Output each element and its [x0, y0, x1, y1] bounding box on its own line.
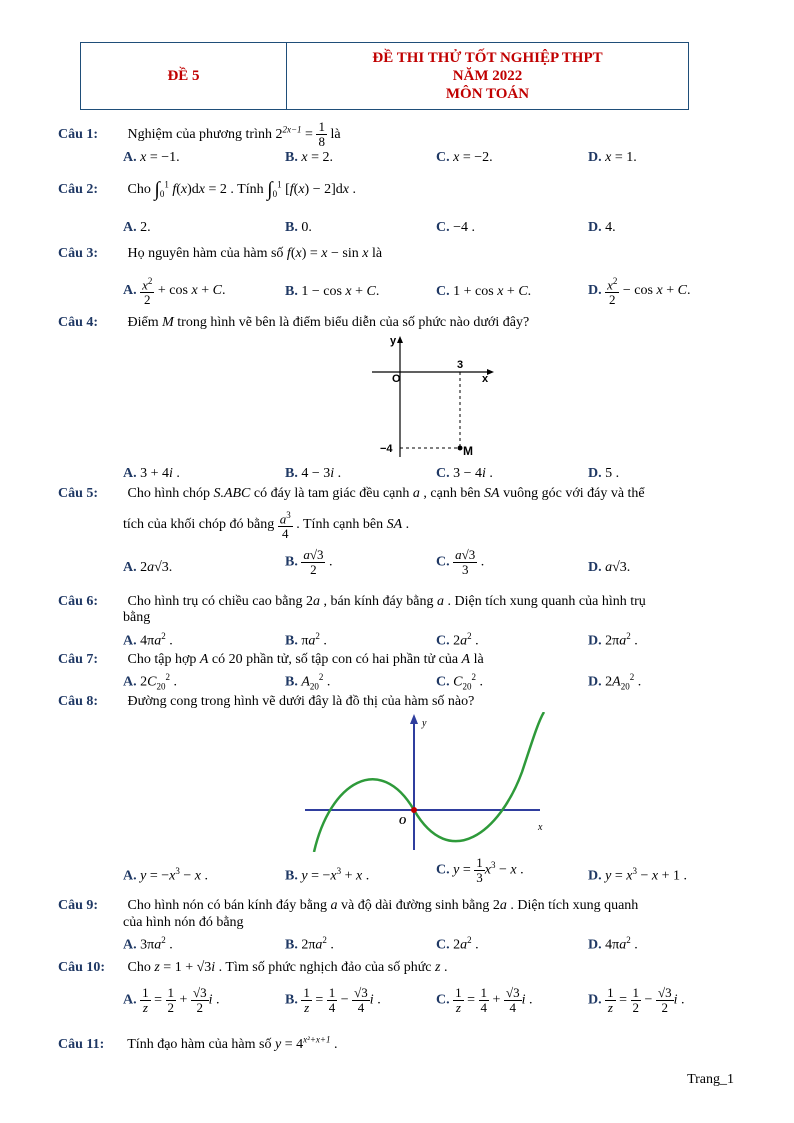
- q6-option-d[interactable]: D. $2\pi a^2$ .: [588, 631, 638, 649]
- question-2: [58, 178, 356, 201]
- y-tick-label: −4: [380, 443, 393, 455]
- q7-option-a[interactable]: A. $2C_{20}^2$ .: [123, 672, 177, 692]
- question-number: Câu 10:: [58, 960, 106, 975]
- q9-option-a[interactable]: A. $3\pi a^2$ .: [123, 935, 173, 953]
- q2-option-d[interactable]: D. 4.: [588, 220, 616, 235]
- origin-label: O: [392, 373, 401, 385]
- exam-header: [80, 42, 689, 110]
- q7-option-b[interactable]: B. $A_{20}^2$ .: [285, 672, 331, 692]
- question-stem: Tính đạo hàm của hàm số $y = 4^{x^2+x+1}$ .: [127, 1034, 338, 1052]
- question-number: Câu 8:: [58, 694, 99, 709]
- q5-option-c[interactable]: C. $\frac{a√3}{3}$ .: [436, 547, 485, 577]
- q6-option-a[interactable]: A. $4\pi a^2$ .: [123, 631, 173, 649]
- question-3: [58, 246, 382, 262]
- question-1: [58, 120, 341, 149]
- x-axis-label: x: [538, 822, 543, 833]
- exam-code: ĐỀ 5: [81, 43, 287, 109]
- exam-title: [287, 43, 688, 109]
- q10-option-d[interactable]: D. $\frac{1}{z}$ = $\frac{1}{2}$ − $\frac{√3}{2}$ i .: [588, 985, 685, 1015]
- question-stem: Họ nguyên hàm của hàm số f(x) = x − sin x là: [127, 246, 383, 261]
- q8-option-b[interactable]: B. $y = -x^3 + x$ .: [285, 866, 370, 884]
- q1-option-a[interactable]: A. x = −1.: [123, 150, 180, 165]
- question-number: Câu 1:: [58, 126, 99, 142]
- question-stem: Cho $\int_0^1$ f(x)dx = 2 . Tính $\int_0^1$ [f(x) − 2]dx .: [127, 178, 356, 200]
- y-axis-arrow-icon: [410, 714, 418, 724]
- question-number: Câu 9:: [58, 898, 99, 913]
- q2-option-c[interactable]: C. −4 .: [436, 220, 476, 235]
- q4-option-c[interactable]: C. 3 − 4i .: [436, 466, 493, 481]
- q4-option-b[interactable]: B. 4 − 3i .: [285, 466, 342, 481]
- question-11: [58, 1034, 337, 1053]
- q10-option-b[interactable]: B. $\frac{1}{z}$ = $\frac{1}{4}$ − $\frac{√3}{4}$ i .: [285, 985, 381, 1015]
- q8-option-d[interactable]: D. $y = x^3 - x + 1$ .: [588, 866, 687, 884]
- y-axis-label: y: [422, 718, 427, 729]
- question-stem-line2: tích của khối chóp đó bằng $\frac{a^3}{4}$ . Tính cạnh bên SA .: [123, 510, 410, 542]
- q5-option-d[interactable]: D. a√3.: [588, 560, 631, 575]
- question-4: [58, 315, 529, 331]
- question-7: [58, 652, 484, 668]
- x-axis-label: x: [482, 373, 489, 385]
- question-stem: Điểm M trong hình vẽ bên là điểm biểu diễn của số phức nào dưới đây?: [127, 315, 530, 330]
- question-number: Câu 5:: [58, 486, 99, 501]
- complex-plane-figure: [360, 332, 500, 462]
- q7-option-c[interactable]: C. $C_{20}^2$ .: [436, 672, 483, 692]
- question-number: Câu 11:: [58, 1036, 105, 1052]
- question-6: [58, 594, 646, 610]
- q5-option-b[interactable]: B. $\frac{a√3}{2}$ .: [285, 547, 333, 577]
- question-stem: Cho hình trụ có chiều cao bằng 2a , bán kính đáy bằng a . Diện tích xung quanh của hình trụ: [127, 594, 646, 609]
- q1-option-b[interactable]: B. x = 2.: [285, 150, 333, 165]
- q10-option-c[interactable]: C. $\frac{1}{z}$ = $\frac{1}{4}$ + $\frac{√3}{4}$ i .: [436, 985, 533, 1015]
- question-number: Câu 3:: [58, 246, 99, 261]
- exam-title-line3: MÔN TOÁN: [445, 86, 530, 102]
- exam-title-line1: ĐỀ THI THỬ TỐT NGHIỆP THPT: [372, 50, 603, 66]
- q4-option-a[interactable]: A. 3 + 4i .: [123, 466, 180, 481]
- origin-label: O: [399, 816, 407, 827]
- q8-option-a[interactable]: A. $y = -x^3 - x$ .: [123, 866, 208, 884]
- q3-option-c[interactable]: C. 1 + cos x + C.: [436, 284, 532, 299]
- page-number: Trang_1: [687, 1072, 734, 1087]
- point-m: [458, 446, 463, 451]
- question-stem: Cho tập hợp A có 20 phần tử, số tập con có hai phần tử của A là: [127, 652, 484, 667]
- q4-option-d[interactable]: D. 5 .: [588, 466, 620, 481]
- q10-option-a[interactable]: A. $\frac{1}{z}$ = $\frac{1}{2}$ + $\frac{√3}{2}$ i .: [123, 985, 220, 1015]
- q2-option-b[interactable]: B. 0.: [285, 220, 312, 235]
- question-number: Câu 2:: [58, 181, 99, 197]
- question-8: [58, 694, 474, 710]
- question-stem-line2: của hình nón đó bằng: [123, 915, 244, 930]
- q5-option-a[interactable]: A. 2a√3.: [123, 560, 173, 575]
- question-stem: Cho hình chóp S.ABC có đáy là tam giác đều cạnh a , cạnh bên SA vuông góc với đáy và thể: [127, 486, 645, 501]
- question-stem: Cho z = 1 + √3i . Tìm số phức nghịch đảo của số phức z .: [127, 960, 448, 975]
- cubic-curve: [314, 712, 544, 852]
- q9-option-b[interactable]: B. $2\pi a^2$ .: [285, 935, 334, 953]
- q8-option-c[interactable]: C. y = $\frac{1}{3}$ $x^3 - x$ .: [436, 855, 524, 885]
- q9-option-d[interactable]: D. $4\pi a^2$ .: [588, 935, 638, 953]
- q9-option-c[interactable]: C. $2a^2$ .: [436, 935, 479, 953]
- q1-option-d[interactable]: D. x = 1.: [588, 150, 637, 165]
- question-number: Câu 6:: [58, 594, 99, 609]
- question-stem: Nghiệm của phương trình $2^{2x-1}$ = $\frac{1}{8}$ là: [127, 119, 341, 149]
- q2-option-a[interactable]: A. 2.: [123, 220, 151, 235]
- question-stem-line2: bằng: [123, 610, 151, 625]
- x-tick-label: 3: [457, 359, 464, 371]
- exam-title-line2: NĂM 2022: [452, 68, 523, 84]
- question-9: [58, 898, 638, 914]
- question-10: [58, 960, 447, 976]
- q3-option-d[interactable]: D. $\frac{x^2}{2}$ − cos x + C.: [588, 276, 691, 308]
- y-axis-label: y: [390, 335, 397, 347]
- y-axis-arrow-icon: [397, 336, 403, 343]
- cubic-graph-figure: [300, 712, 550, 852]
- question-5: [58, 486, 645, 502]
- q1-option-c[interactable]: C. x = −2.: [436, 150, 493, 165]
- q6-option-b[interactable]: B. $\pi a^2$ .: [285, 631, 327, 649]
- origin-point: [411, 807, 417, 813]
- question-number: Câu 7:: [58, 652, 99, 667]
- q6-option-c[interactable]: C. $2a^2$ .: [436, 631, 479, 649]
- question-number: Câu 4:: [58, 315, 99, 330]
- question-stem: Cho hình nón có bán kính đáy bằng a và độ dài đường sinh bằng 2a . Diện tích xung quanh: [127, 898, 639, 913]
- q7-option-d[interactable]: D. $2A_{20}^2$ .: [588, 672, 642, 692]
- q3-option-a[interactable]: A. $\frac{x^2}{2}$ + cos x + C.: [123, 276, 226, 308]
- point-m-label: M: [463, 444, 473, 458]
- q3-option-b[interactable]: B. 1 − cos x + C.: [285, 284, 380, 299]
- question-stem: Đường cong trong hình vẽ dưới đây là đồ thị của hàm số nào?: [127, 694, 475, 709]
